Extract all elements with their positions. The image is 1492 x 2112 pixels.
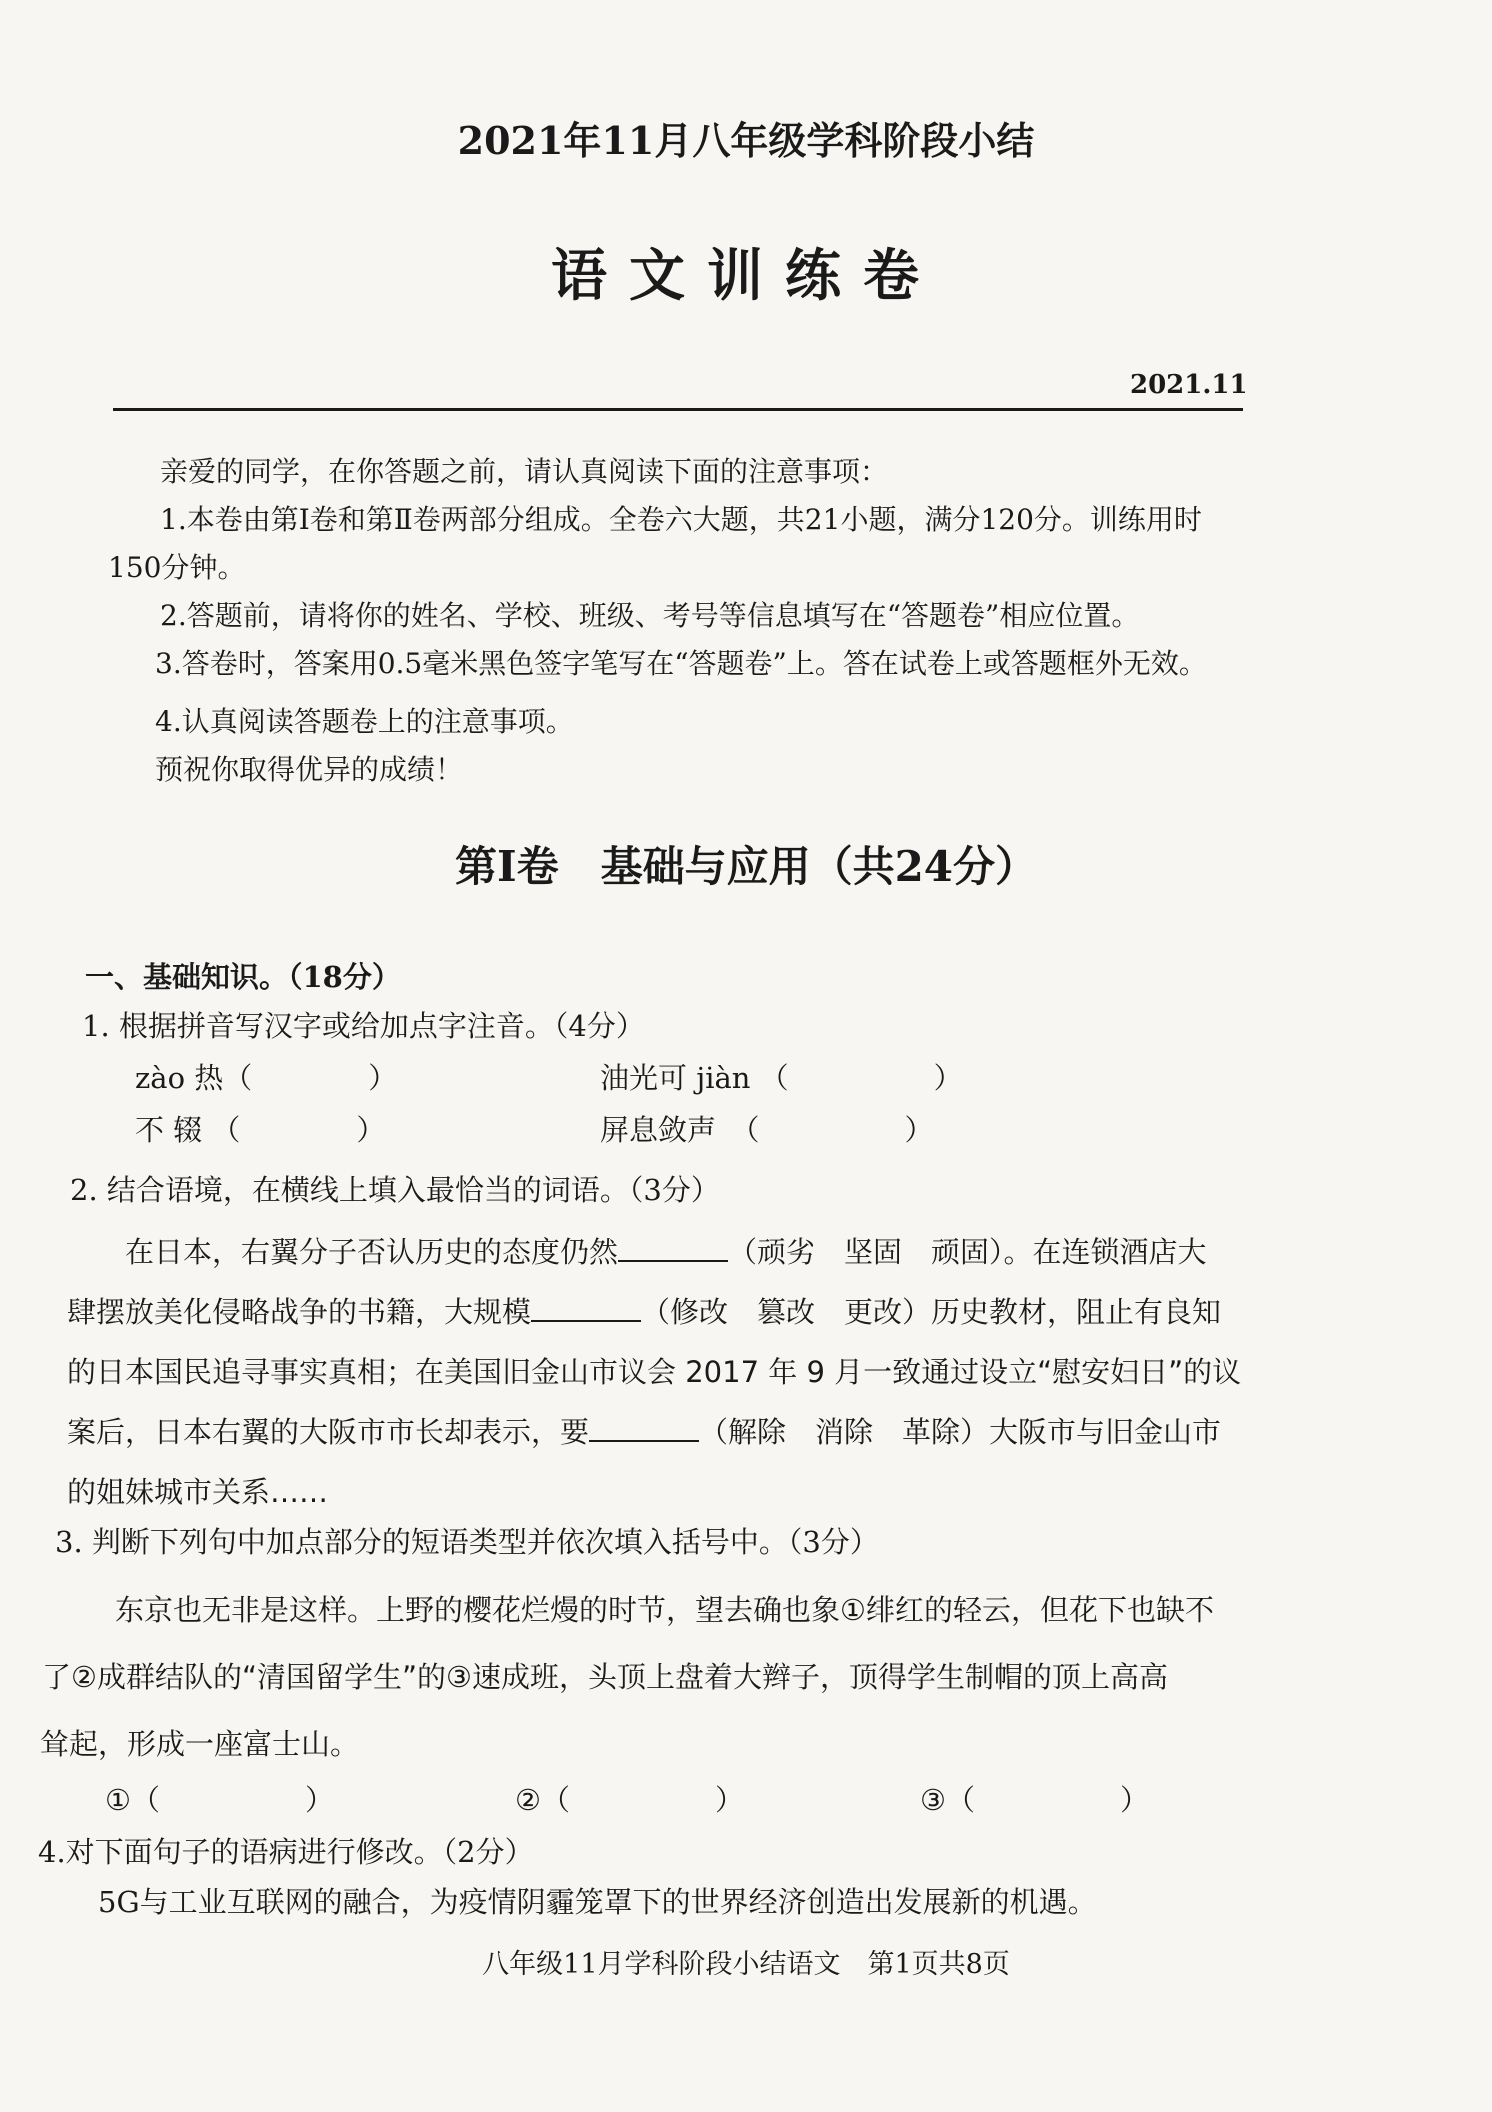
- answer-blank-1[interactable]: [618, 1232, 728, 1262]
- answer-blank-3[interactable]: [589, 1412, 699, 1442]
- q1-item-b: 油光可 jiàn （ ）: [600, 1061, 963, 1095]
- q2-prompt: 2. 结合语境，在横线上填入最恰当的词语。（3分）: [70, 1173, 720, 1207]
- q3-answer-3[interactable]: ③（ ）: [920, 1783, 1149, 1817]
- q3-answer-2[interactable]: ②（ ）: [515, 1783, 744, 1817]
- exam-date: 2021.11: [1130, 370, 1248, 400]
- q3-line-1: 东京也无非是这样。上野的樱花烂熳的时节，望去确也象①绯红的轻云，但花下也缺不: [115, 1593, 1214, 1627]
- page-footer: 八年级11月学科阶段小结语文 第1页共8页: [482, 1949, 1010, 1980]
- q2-line-4-text-a: 案后，日本右翼的大阪市市长却表示，要: [67, 1415, 590, 1449]
- q2-line-4-text-b: （解除 消除 革除）大阪市与旧金山市: [699, 1415, 1222, 1449]
- q4-sentence: 5G与工业互联网的融合，为疫情阴霾笼罩下的世界经济创造出发展新的机遇。: [98, 1885, 1097, 1919]
- part-heading: 一、基础知识。（18分）: [85, 960, 401, 994]
- q1-prompt: 1. 根据拼音写汉字或给加点字注音。（4分）: [82, 1009, 645, 1043]
- q1-item-a: zào 热（ ）: [135, 1061, 398, 1095]
- q3-prompt: 3. 判断下列句中加点部分的短语类型并依次填入括号中。（3分）: [55, 1525, 879, 1559]
- instructions-wish: 预祝你取得优异的成绩！: [155, 753, 464, 786]
- instructions-intro: 亲爱的同学，在你答题之前，请认真阅读下面的注意事项：: [160, 455, 889, 488]
- q2-line-1-text-b: （顽劣 坚固 顽固）。在连锁酒店大: [728, 1235, 1207, 1269]
- q2-line-2: [67, 1290, 1221, 1331]
- q1-item-d: 屏息敛声 （ ）: [600, 1113, 934, 1147]
- q3-answer-1[interactable]: ①（ ）: [105, 1783, 334, 1817]
- instruction-1-line2: 150分钟。: [108, 551, 246, 584]
- answer-blank-2[interactable]: [531, 1292, 641, 1322]
- instruction-3: 3.答卷时，答案用0.5毫米黑色签字笔写在“答题卷”上。答在试卷上或答题框外无效。: [155, 647, 1207, 680]
- instruction-4: 4.认真阅读答题卷上的注意事项。: [155, 705, 574, 738]
- section-title: 第Ⅰ卷 基础与应用（共24分）: [454, 842, 1038, 891]
- q2-line-5: 的姐妹城市关系……: [67, 1475, 329, 1509]
- q2-line-3: 的日本国民追寻事实真相；在美国旧金山市议会 2017 年 9 月一致通过设立“慰安妇日”的议: [67, 1355, 1242, 1389]
- exam-title: 2021年11月八年级学科阶段小结: [457, 118, 1035, 163]
- header-divider: [113, 408, 1243, 411]
- q2-line-4: [67, 1410, 1221, 1451]
- instruction-1-line1: 1.本卷由第Ⅰ卷和第Ⅱ卷两部分组成。全卷六大题，共21小题，满分120分。训练用时: [160, 503, 1202, 536]
- q2-line-2-text-a: 肆摆放美化侵略战争的书籍，大规模: [67, 1295, 532, 1329]
- q2-line-1: [125, 1230, 1207, 1271]
- q1-item-c: 不 辍 （ ）: [135, 1113, 386, 1147]
- q2-line-1-text-a: 在日本，右翼分子否认历史的态度仍然: [125, 1235, 619, 1269]
- q3-line-2: 了②成群结队的“清国留学生”的③速成班，头顶上盘着大辫子，顶得学生制帽的顶上高高: [42, 1660, 1169, 1694]
- q4-prompt: 4.对下面句子的语病进行修改。（2分）: [38, 1835, 534, 1869]
- exam-subtitle: 语文训练卷: [551, 243, 941, 309]
- q2-line-2-text-b: （修改 篡改 更改）历史教材，阻止有良知: [641, 1295, 1222, 1329]
- instruction-2: 2.答题前，请将你的姓名、学校、班级、考号等信息填写在“答题卷”相应位置。: [160, 599, 1140, 632]
- q3-line-3: 耸起，形成一座富士山。: [40, 1727, 360, 1761]
